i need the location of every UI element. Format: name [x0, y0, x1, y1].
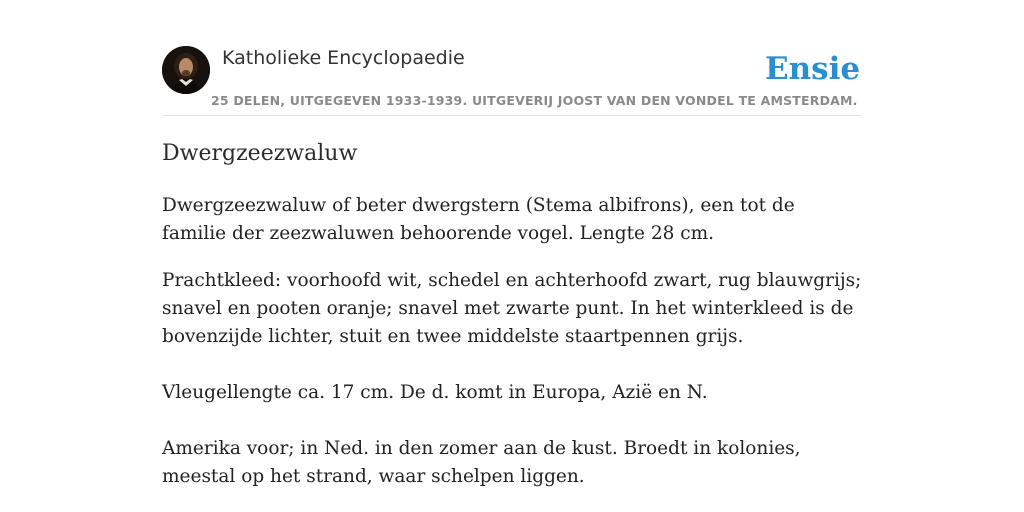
article-paragraph: Prachtkleed: voorhoofd wit, schedel en achterhoofd zwart, rug blauwgrijs; snavel en pooten oranje; snavel met zwarte punt. In het winterkleed is de bovenzijde lichter, stuit en twee middelste staartpennen grijs.: [162, 270, 862, 347]
brand-logo[interactable]: Ensie: [765, 51, 861, 87]
publication-avatar[interactable]: [162, 46, 210, 94]
publication-title[interactable]: Katholieke Encyclopaedie: [222, 47, 465, 69]
article-body: [162, 192, 862, 491]
article-paragraph: Amerika voor; in Ned. in den zomer aan de kust. Broedt in kolonies, meestal op het strand, waar schelpen liggen.: [162, 438, 801, 487]
portrait-avatar-icon: [162, 46, 210, 94]
article-paragraph: Vleugellengte ca. 17 cm. De d. komt in Europa, Azië en N.: [162, 382, 708, 403]
header-divider: [162, 115, 862, 116]
publication-subtitle: 25 DELEN, UITGEGEVEN 1933-1939. UITGEVERIJ JOOST VAN DEN VONDEL TE AMSTERDAM.: [211, 93, 858, 108]
article-title: Dwergzeezwaluw: [162, 141, 358, 166]
article: [162, 138, 862, 491]
article-paragraph: Dwergzeezwaluw of beter dwergstern (Stema albifrons), een tot de familie der zeezwaluwen behoorende vogel. Lengte 28 cm.: [162, 195, 795, 244]
